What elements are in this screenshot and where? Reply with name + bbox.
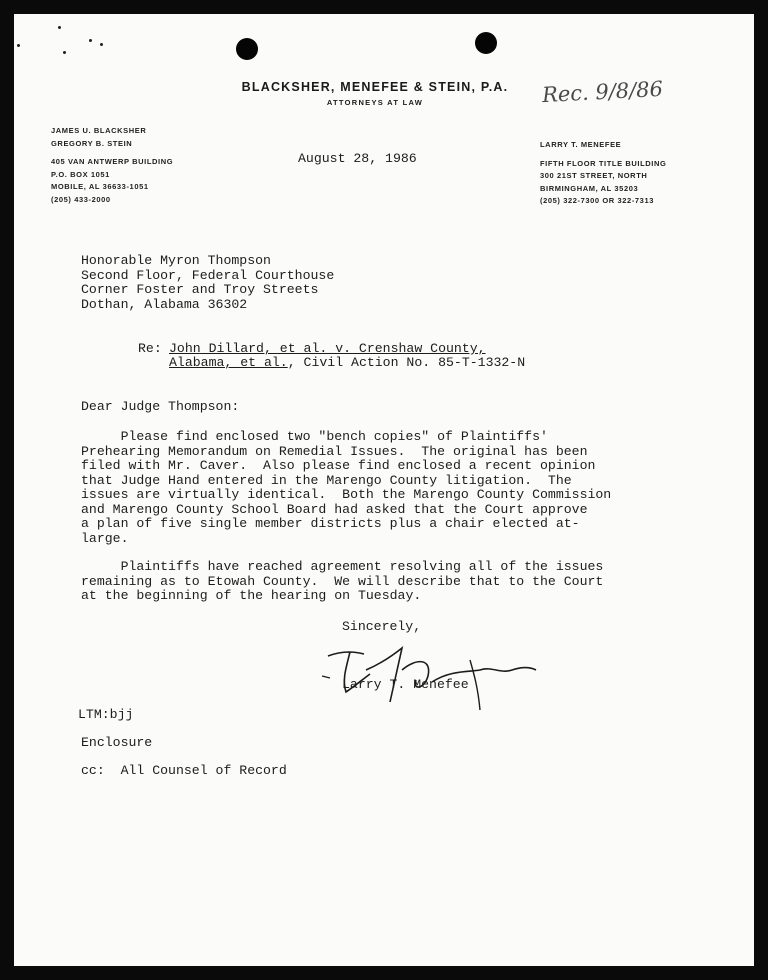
recipient-line: Dothan, Alabama 36302 <box>81 296 248 312</box>
firm-name: BLACKSHER, MENEFEE & STEIN, P.A. <box>241 80 509 94</box>
re-case-line2 <box>169 356 525 371</box>
case-name: John Dillard, et al. v. Crenshaw County, <box>169 341 486 356</box>
address-line: 405 VAN ANTWERP BUILDING <box>51 157 174 166</box>
address-line: MOBILE, AL 36633-1051 <box>51 182 149 191</box>
paragraph-line: Please find enclosed two "bench copies" of Plaintiffs' <box>81 429 548 444</box>
recipient-line: Corner Foster and Troy Streets <box>81 282 319 297</box>
paragraph-line: at the beginning of the hearing on Tuesday. <box>81 588 422 603</box>
address-line: (205) 433-2000 <box>51 194 111 204</box>
paragraph-1 <box>81 430 611 546</box>
paragraph-line: large. <box>81 530 129 546</box>
address-line: BIRMINGHAM, AL 35203 <box>540 183 639 193</box>
letter-page <box>14 14 754 966</box>
signature <box>320 640 540 712</box>
salutation: Dear Judge Thompson: <box>81 399 240 414</box>
letterhead-right <box>540 139 666 208</box>
firm-subtitle: ATTORNEYS AT LAW <box>326 98 424 107</box>
partner-name: GREGORY B. STEIN <box>51 138 133 148</box>
paragraph-line: and Marengo County School Board had asked that the Court approve <box>81 501 588 517</box>
paragraph-line: Prehearing Memorandum on Remedial Issues. The original has been <box>81 443 588 459</box>
partner-name: LARRY T. MENEFEE <box>540 140 622 149</box>
punch-hole-left <box>236 38 258 60</box>
punch-hole-right <box>475 32 497 54</box>
paragraph-line: a plan of five single member districts plus a chair elected at- <box>81 516 580 531</box>
speck <box>89 39 92 42</box>
cc-line: cc: All Counsel of Record <box>81 763 287 778</box>
enclosure-line: Enclosure <box>81 735 153 750</box>
paragraph-line: Plaintiffs have reached agreement resolving all of the issues <box>81 559 604 574</box>
address-line: FIFTH FLOOR TITLE BUILDING <box>540 158 667 168</box>
civil-action-number: , Civil Action No. 85-T-1332-N <box>287 355 526 370</box>
recipient-line: Honorable Myron Thompson <box>81 253 271 268</box>
signer-name: Larry T. Menefee <box>342 677 469 692</box>
speck <box>100 43 103 46</box>
received-stamp: Rec. 9/8/86 <box>541 76 664 108</box>
partner-name: JAMES U. BLACKSHER <box>51 126 147 135</box>
paragraph-line: remaining as to Etowah County. We will describe that to the Court <box>81 573 604 589</box>
paragraph-line: that Judge Hand entered in the Marengo County litigation. The <box>81 472 572 488</box>
closing: Sincerely, <box>342 619 422 634</box>
address-line: 300 21ST STREET, NORTH <box>540 171 648 180</box>
address-line: P.O. BOX 1051 <box>51 169 110 179</box>
paragraph-line: filed with Mr. Caver. Also please find enclosed a recent opinion <box>81 458 596 473</box>
recipient-address <box>81 254 334 312</box>
re-label: Re: <box>138 341 162 356</box>
letter-date: August 28, 1986 <box>298 151 417 166</box>
recipient-line: Second Floor, Federal Courthouse <box>81 267 335 283</box>
letterhead-left <box>51 125 173 206</box>
speck <box>58 26 61 29</box>
typist-initials: LTM:bjj <box>78 707 134 722</box>
case-name: Alabama, et al. <box>169 355 288 370</box>
speck <box>63 51 66 54</box>
address-line: (205) 322-7300 OR 322-7313 <box>540 196 655 205</box>
paragraph-line: issues are virtually identical. Both the Marengo County Commission <box>81 487 612 502</box>
speck <box>17 44 20 47</box>
paragraph-2 <box>81 560 603 604</box>
